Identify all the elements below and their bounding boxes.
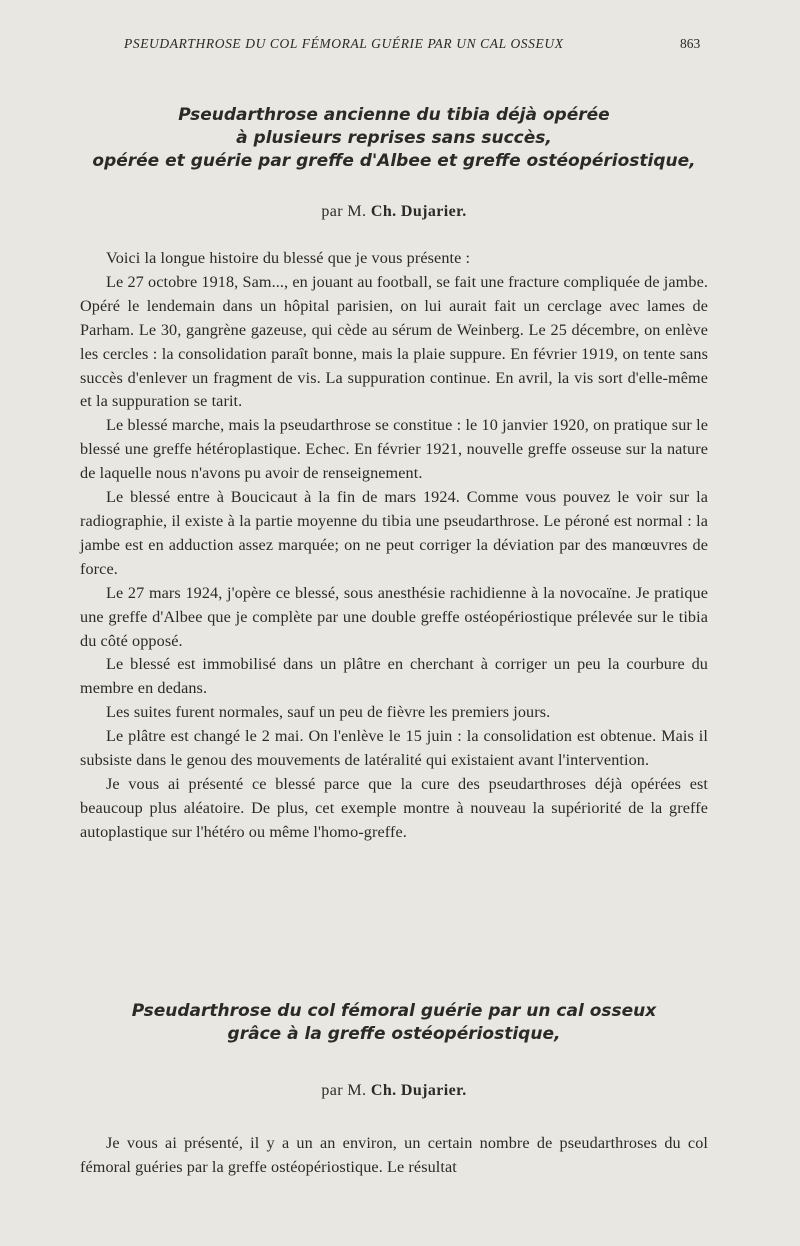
article-body — [80, 1132, 708, 1180]
article-title — [80, 104, 708, 173]
article-body — [80, 247, 708, 845]
article-tibia — [80, 104, 708, 845]
author-name: Ch. Dujarier. — [370, 203, 467, 220]
paragraph: Le blessé entre à Boucicaut à la fin de mars 1924. Comme vous pouvez le voir sur la radiographie, il existe à la partie moyenne du tibia une pseudarthrose. Le péroné est normal : la jambe est en adduction assez marquée; on ne peut corriger la déviation par des manœuvres de force. — [80, 488, 708, 578]
article-col-femoral — [80, 1000, 708, 1180]
paragraph: Les suites furent normales, sauf un peu de fièvre les premiers jours. — [106, 703, 551, 722]
paragraph: Le 27 octobre 1918, Sam..., en jouant au football, se fait une fracture compliquée de jambe. Opéré le lendemain dans un hôpital parisien, on lui aurait fait un cerclage avec lames de Parham. Le 30, gangrène gazeuse, qui cède au sérum de Weinberg. Le 25 décembre, on enlève les cercles : la consolidation paraît bonne, mais la plaie suppure. En février 1919, on tente sans succès d'enlever un fragment de vis. La suppuration continue. En avril, la vis sort d'elle-même et la suppuration se tarit. — [80, 272, 708, 411]
paragraph: Le plâtre est changé le 2 mai. On l'enlève le 15 juin : la consolidation est obtenue. Mais il subsiste dans le genou des mouvements de latéralité qui existaient avant l'intervention. — [80, 727, 708, 770]
byline-par: par M. — [321, 203, 367, 220]
paragraph: Voici la longue histoire du blessé que je vous présente : — [106, 249, 471, 267]
paragraph: Je vous ai présenté, il y a un an environ, un certain nombre de pseudarthroses du col fémoral guéries par la greffe ostéopériostique. Le résultat — [80, 1134, 708, 1176]
paragraph: Le 27 mars 1924, j'opère ce blessé, sous anesthésie rachidienne à la novocaïne. Je pratique une greffe d'Albee que je complète par une double greffe ostéopériostique prélevée sur le tibia du côté opposé. — [80, 583, 708, 650]
title-line: à plusieurs reprises sans succès, — [236, 128, 552, 148]
title-line: Pseudarthrose ancienne du tibia déjà opérée — [178, 105, 610, 125]
paragraph: Le blessé marche, mais la pseudarthrose se constitue : le 10 janvier 1920, on pratique sur le blessé une greffe hétéroplastique. Echec. En février 1921, nouvelle greffe osseuse sur la nature de laquelle nous n'avons pu avoir de renseignement. — [80, 416, 708, 483]
title-line: opérée et guérie par greffe d'Albee et greffe ostéopériostique, — [92, 151, 696, 171]
paragraph: Je vous ai présenté ce blessé parce que la cure des pseudarthroses déjà opérées est beaucoup plus aléatoire. De plus, cet exemple montre à nouveau la supériorité de la greffe autoplastique sur l'hétéro ou même l'homo-greffe. — [80, 774, 708, 841]
byline-par: par M. — [321, 1082, 367, 1099]
running-header — [0, 36, 800, 56]
byline — [80, 203, 708, 221]
running-title: PSEUDARTHROSE DU COL FÉMORAL GUÉRIE PAR UN CAL OSSEUX — [124, 36, 564, 51]
article-title — [80, 1000, 708, 1046]
title-line: grâce à la greffe ostéopériostique, — [227, 1024, 561, 1044]
byline — [80, 1082, 708, 1100]
title-line: Pseudarthrose du col fémoral guérie par un cal osseux — [131, 1001, 657, 1021]
page-number: 863 — [680, 36, 701, 51]
author-name: Ch. Dujarier. — [370, 1082, 467, 1099]
paragraph: Le blessé est immobilisé dans un plâtre en cherchant à corriger un peu la courbure du membre en dedans. — [80, 655, 708, 698]
